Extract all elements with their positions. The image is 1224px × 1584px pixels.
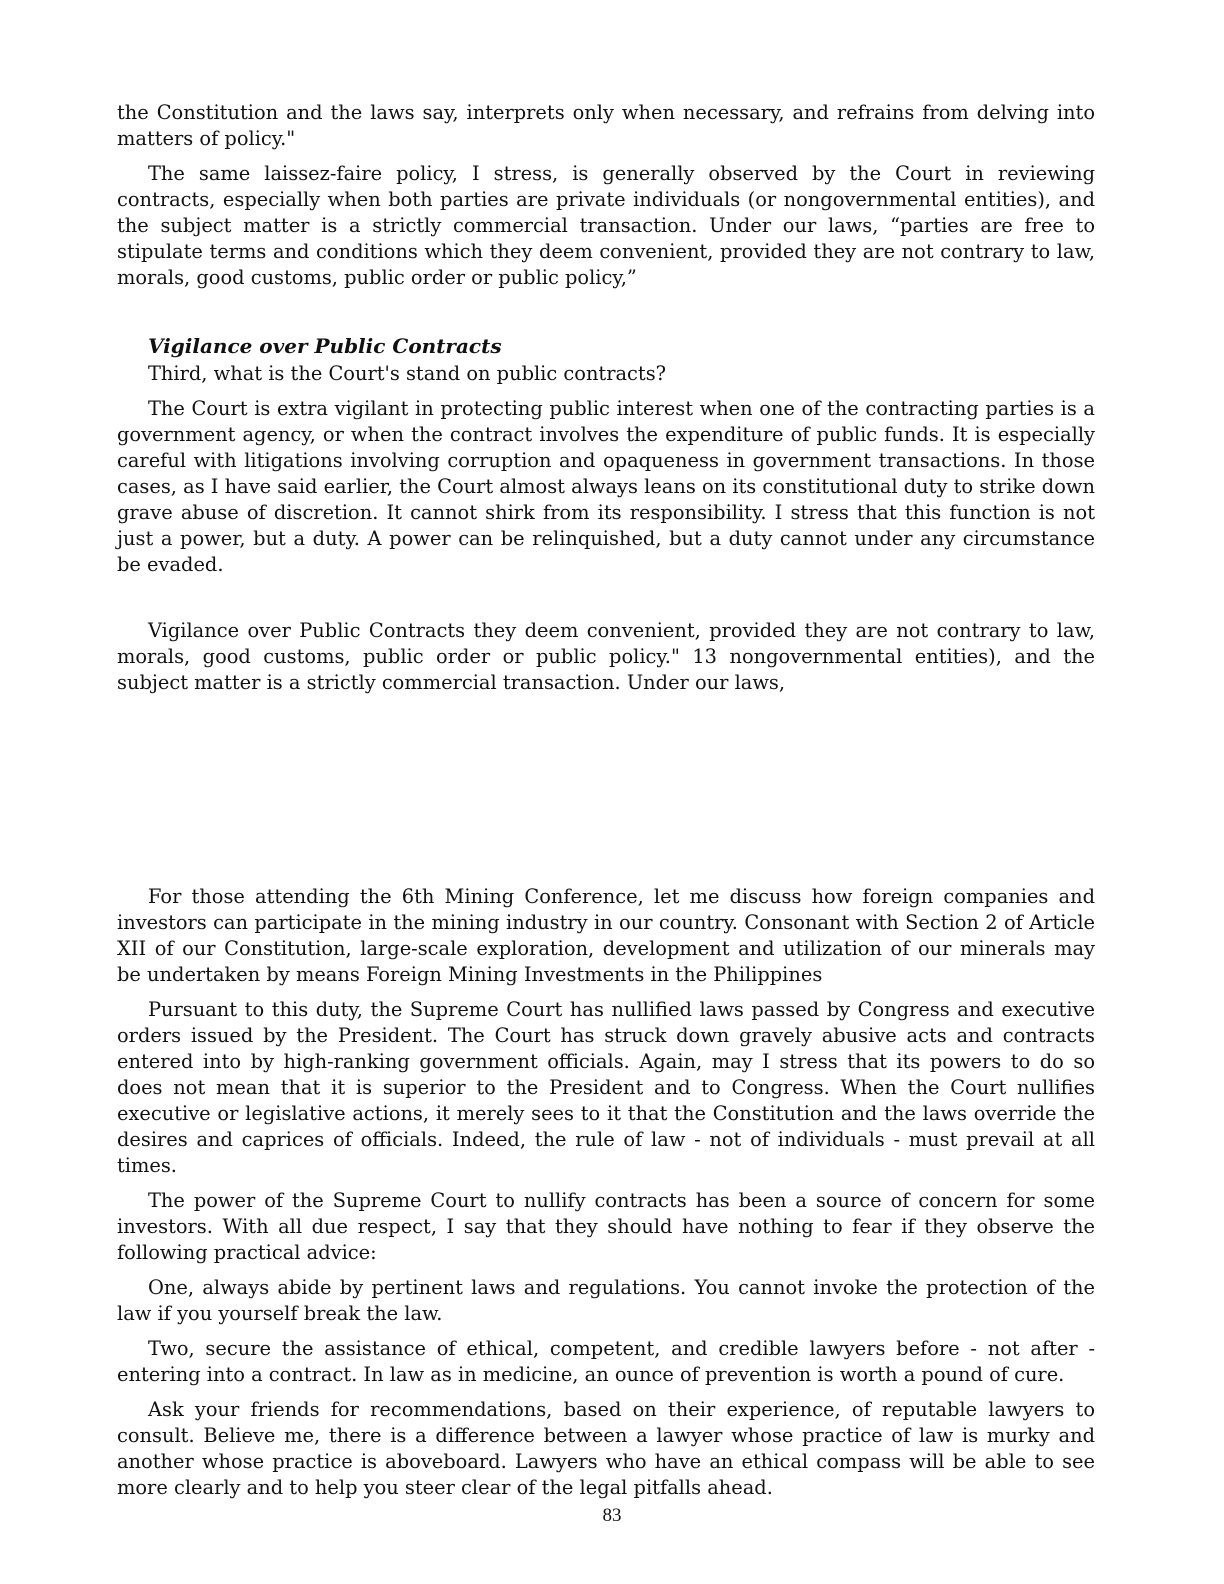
section-heading: Vigilance over Public Contracts	[148, 334, 502, 358]
page-number: 83	[602, 1505, 622, 1526]
paragraph-advice-two: Two, secure the assistance of ethical, competent, and credible lawyers before - not after - entering into a contract. In law as in medicine, an ounce of prevention is worth a pound of cure.	[117, 1337, 1095, 1386]
page-body	[117, 100, 1095, 1501]
paragraph-vigilance: The Court is extra vigilant in protecting public interest when one of the contracting parties is a government agency, or when the contract involves the expenditure of public funds. It is especially careful with litigations involving corruption and opaqueness in government transactions. In those cases, as I have said earlier, the Court almost always leans on its constitutional duty to strike down grave abuse of discretion. It cannot shirk from its responsibility. I stress that this function is not just a power, but a duty. A power can be relinquished, but a duty cannot under any circumstance be evaded.	[117, 397, 1095, 576]
paragraph-laissez-faire: The same laissez-faire policy, I stress, is generally observed by the Court in reviewing contracts, especially when both parties are private individuals (or nongovernmental entities), and the subject matter is a strictly commercial transaction. Under our laws, “parties are free to stipulate terms and conditions which they deem convenient, provided they are not contrary to law, morals, good customs, public order or public policy,”	[117, 162, 1095, 289]
paragraph-question: Third, what is the Court's stand on public contracts?	[148, 362, 667, 385]
paragraph-investor-concern: The power of the Supreme Court to nullify contracts has been a source of concern for some investors. With all due respect, I say that they should have nothing to fear if they observe the following practical advice:	[117, 1189, 1095, 1264]
paragraph-recommendations: Ask your friends for recommendations, based on their experience, of reputable lawyers to consult. Believe me, there is a difference between a lawyer whose practice of law is murky and another whose practice is aboveboard. Lawyers who have an ethical compass will be able to see more clearly and to help you steer clear of the legal pitfalls ahead.	[117, 1398, 1095, 1499]
paragraph-continuation: the Constitution and the laws say, interprets only when necessary, and refrains from delving into matters of policy."	[117, 101, 1095, 150]
paragraph-advice-one: One, always abide by pertinent laws and regulations. You cannot invoke the protection of the law if you yourself break the law.	[117, 1276, 1095, 1325]
paragraph-repeated-fragment: Vigilance over Public Contracts they deem convenient, provided they are not contrary to law, morals, good customs, public order or public policy." 13 nongovernmental entities), and the subject matter is a strictly commercial transaction. Under our laws,	[117, 619, 1095, 694]
paragraph-mining-conference: For those attending the 6th Mining Conference, let me discuss how foreign companies and investors can participate in the mining industry in our country. Consonant with Section 2 of Article XII of our Constitution, large-scale exploration, development and utilization of our minerals may be undertaken by means Foreign Mining Investments in the Philippines	[117, 885, 1095, 986]
paragraph-nullified-laws: Pursuant to this duty, the Supreme Court has nullified laws passed by Congress and executive orders issued by the President. The Court has struck down gravely abusive acts and contracts entered into by high-ranking government officials. Again, may I stress that its powers to do so does not mean that it is superior to the President and to Congress. When the Court nullifies executive or legislative actions, it merely sees to it that the Constitution and the laws override the desires and caprices of officials. Indeed, the rule of law - not of individuals - must prevail at all times.	[117, 998, 1095, 1177]
